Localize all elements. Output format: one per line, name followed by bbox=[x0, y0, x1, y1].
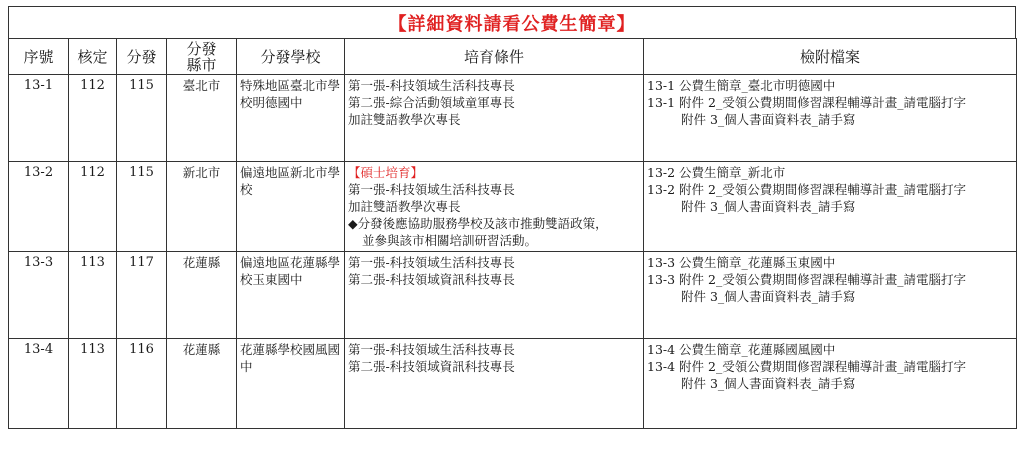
cell-approved: 112 bbox=[69, 162, 117, 252]
title-banner bbox=[8, 6, 1016, 38]
cell-seq: 13-4 bbox=[9, 339, 69, 429]
cell-school: 偏遠地區花蓮縣學校玉東國中 bbox=[237, 252, 345, 339]
cell-approved: 113 bbox=[69, 339, 117, 429]
condition-line: 第一張-科技領域生活科技專長 bbox=[348, 342, 515, 357]
cell-county: 新北市 bbox=[167, 162, 237, 252]
attachment-link[interactable]: 13-3 附件 2_受領公費期間修習課程輔導計畫_請電腦打字 bbox=[647, 272, 966, 287]
cell-conditions bbox=[345, 162, 644, 252]
cell-conditions bbox=[345, 339, 644, 429]
cell-conditions bbox=[345, 252, 644, 339]
header-attachments: 檢附檔案 bbox=[644, 39, 1017, 75]
page-title: 【詳細資料請看公費生簡章】 bbox=[388, 13, 636, 35]
cell-school: 偏遠地區新北市學校 bbox=[237, 162, 345, 252]
cell-school: 花蓮縣學校國風國中 bbox=[237, 339, 345, 429]
cell-county: 花蓮縣 bbox=[167, 252, 237, 339]
header-conditions: 培育條件 bbox=[345, 39, 644, 75]
condition-line: 第一張-科技領域生活科技專長 bbox=[348, 78, 515, 93]
attachment-link[interactable]: 13-1 附件 2_受領公費期間修習課程輔導計畫_請電腦打字 bbox=[647, 95, 966, 110]
cell-attachments bbox=[644, 162, 1017, 252]
header-county-line1: 分發 bbox=[186, 39, 217, 58]
cell-approved: 112 bbox=[69, 75, 117, 162]
cell-assigned: 117 bbox=[117, 252, 167, 339]
masters-highlight: 【碩士培育】 bbox=[348, 165, 424, 180]
attachment-link[interactable]: 13-3 公費生簡章_花蓮縣玉東國中 bbox=[647, 255, 836, 270]
cell-seq: 13-1 bbox=[9, 75, 69, 162]
condition-line: ◆分發後應協助服務學校及該市推動雙語政策， bbox=[348, 216, 608, 231]
condition-line: 第二張-綜合活動領域童軍專長 bbox=[348, 95, 515, 110]
cell-attachments bbox=[644, 75, 1017, 162]
table-row bbox=[9, 75, 1017, 162]
table-row bbox=[9, 339, 1017, 429]
header-row bbox=[9, 39, 1017, 75]
attachment-link[interactable]: 13-4 公費生簡章_花蓮縣國風國中 bbox=[647, 342, 836, 357]
condition-line: 並參與該市相關培訓研習活動。 bbox=[362, 233, 538, 248]
condition-line: 加註雙語教學次專長 bbox=[348, 199, 461, 214]
attachment-link[interactable]: 附件 3_個人書面資料表_請手寫 bbox=[681, 112, 856, 127]
attachment-link[interactable]: 13-4 附件 2_受領公費期間修習課程輔導計畫_請電腦打字 bbox=[647, 359, 966, 374]
cell-seq: 13-2 bbox=[9, 162, 69, 252]
condition-line: 第二張-科技領域資訊科技專長 bbox=[348, 359, 515, 374]
cell-seq: 13-3 bbox=[9, 252, 69, 339]
attachment-link[interactable]: 13-2 公費生簡章_新北市 bbox=[647, 165, 786, 180]
cell-attachments bbox=[644, 339, 1017, 429]
header-seq: 序號 bbox=[9, 39, 69, 75]
attachment-link[interactable]: 附件 3_個人書面資料表_請手寫 bbox=[681, 376, 856, 391]
cell-approved: 113 bbox=[69, 252, 117, 339]
cell-county: 臺北市 bbox=[167, 75, 237, 162]
header-assigned: 分發 bbox=[117, 39, 167, 75]
header-approved: 核定 bbox=[69, 39, 117, 75]
condition-line: 第一張-科技領域生活科技專長 bbox=[348, 182, 515, 197]
condition-line: 加註雙語教學次專長 bbox=[348, 112, 461, 127]
header-school: 分發學校 bbox=[237, 39, 345, 75]
header-county bbox=[167, 39, 237, 75]
cell-assigned: 115 bbox=[117, 162, 167, 252]
allocation-table bbox=[8, 38, 1017, 429]
attachment-link[interactable]: 附件 3_個人書面資料表_請手寫 bbox=[681, 289, 856, 304]
cell-school: 特殊地區臺北市學校明德國中 bbox=[237, 75, 345, 162]
attachment-link[interactable]: 13-1 公費生簡章_臺北市明德國中 bbox=[647, 78, 836, 93]
attachment-link[interactable]: 附件 3_個人書面資料表_請手寫 bbox=[681, 199, 856, 214]
cell-county: 花蓮縣 bbox=[167, 339, 237, 429]
cell-assigned: 116 bbox=[117, 339, 167, 429]
condition-line: 第一張-科技領域生活科技專長 bbox=[348, 255, 515, 270]
cell-assigned: 115 bbox=[117, 75, 167, 162]
cell-conditions bbox=[345, 75, 644, 162]
attachment-link[interactable]: 13-2 附件 2_受領公費期間修習課程輔導計畫_請電腦打字 bbox=[647, 182, 966, 197]
header-county-line2: 縣市 bbox=[186, 55, 217, 74]
table-row bbox=[9, 252, 1017, 339]
condition-line: 第二張-科技領域資訊科技專長 bbox=[348, 272, 515, 287]
cell-attachments bbox=[644, 252, 1017, 339]
table-row bbox=[9, 162, 1017, 252]
